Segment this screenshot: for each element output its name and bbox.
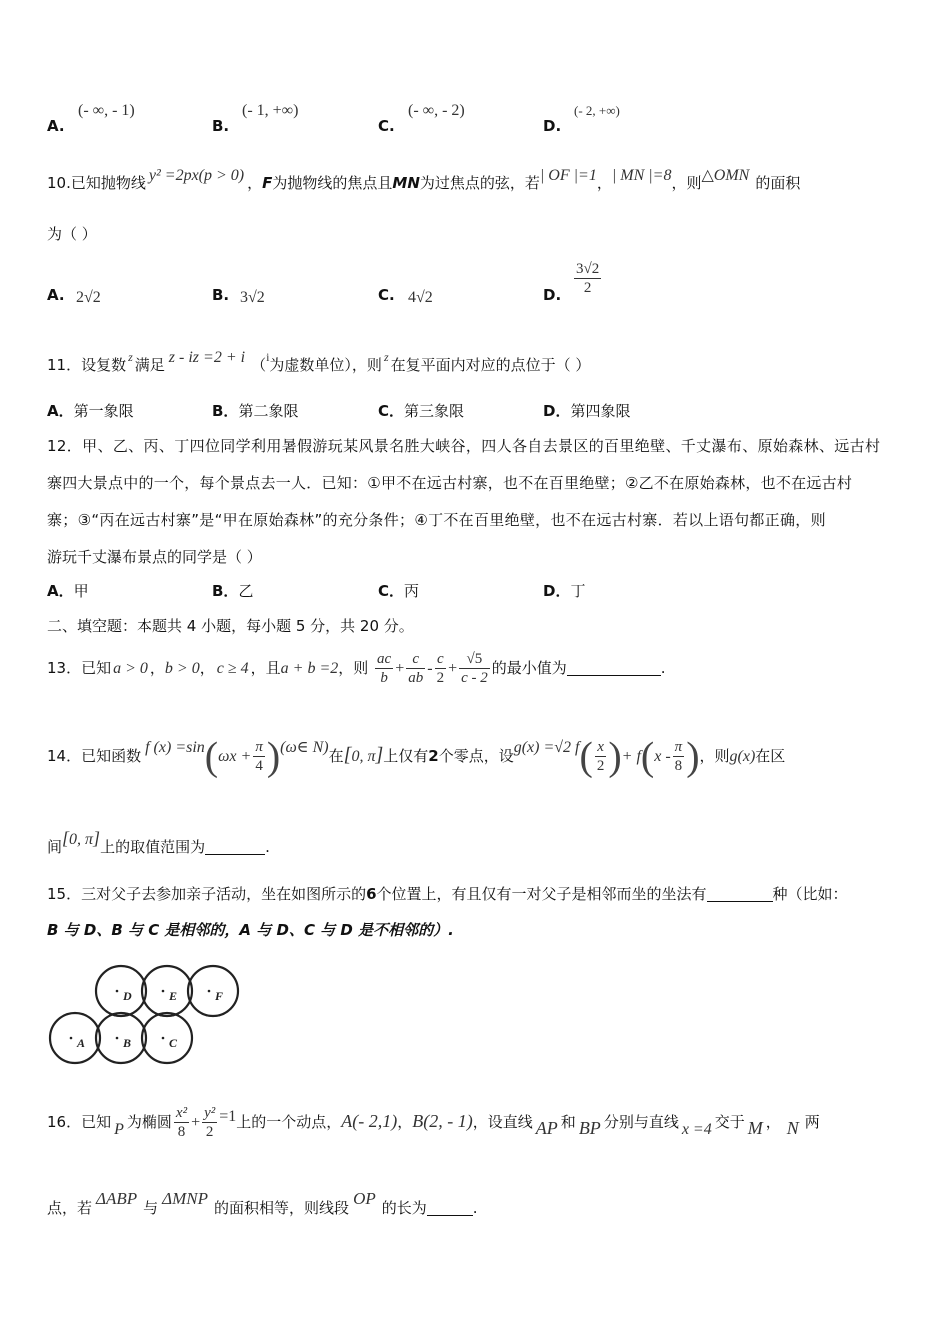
q10-cond-mn: | MN |=8	[611, 167, 672, 184]
seat-label-c: C	[169, 1036, 178, 1050]
q11-text: 满足	[134, 356, 165, 374]
seat-label-f: F	[215, 989, 224, 1003]
q13-answer-blank[interactable]	[567, 661, 661, 676]
q16-text: 点，若	[47, 1199, 93, 1217]
q16-ellipse-x-numerator: x²	[175, 1105, 188, 1121]
q13-text: ，则	[338, 659, 369, 677]
q14-gx: g(x)	[729, 748, 756, 765]
q14-text: .	[265, 838, 270, 856]
q10-var-mn: MN	[392, 174, 420, 192]
q10-text: ，	[596, 174, 612, 192]
q11-number: 11．	[47, 356, 82, 374]
seat-circle-d	[96, 966, 146, 1016]
q14-arg: ωx +	[218, 748, 252, 765]
q15-stem-line2: B 与 D、B 与 C 是相邻的，A 与 D、C 与 D 是不相邻的）.	[47, 921, 454, 939]
q13-text: ，	[199, 659, 215, 677]
q14-count: 2	[428, 747, 439, 765]
q10-option-d-denominator: 2	[583, 280, 592, 296]
q9-option-a-value: (- ∞, - 1)	[78, 102, 135, 119]
q10-option-c-label: C.	[378, 286, 395, 304]
seat-circle-b	[96, 1013, 146, 1063]
q14-text: 个零点，设	[438, 747, 514, 765]
q15-answer-blank[interactable]	[707, 887, 773, 902]
q16-text: 两	[804, 1113, 820, 1131]
q16-text: 为椭圆	[126, 1113, 172, 1131]
q13-text: 的最小值为	[491, 659, 567, 677]
q12-stem-line1: 12．甲、乙、丙、丁四位同学利用暑假游玩某风景名胜大峡谷，四人各自去景区的百里绝壁、千丈瀑布、原始森林、远古村	[47, 437, 881, 455]
q12-option-b-value: 乙	[238, 582, 254, 600]
q16-point-b: B(2, - 1)	[412, 1111, 473, 1131]
q15-text: 个位置上，有且仅有一对父子是相邻而坐的坐法有	[376, 885, 707, 903]
q16-point-a: A(- 2,1)	[341, 1111, 398, 1131]
q14-text: 在	[328, 747, 344, 765]
q14-text: ，则	[699, 747, 730, 765]
q10-option-b-label: B.	[212, 286, 230, 304]
q13-stem	[47, 648, 666, 688]
q13-operator: +	[448, 660, 458, 677]
q9-option-a-label: A.	[47, 117, 65, 135]
q10-text: 的面积	[755, 174, 801, 192]
q16-text: .	[472, 1199, 478, 1217]
q11-option-b-label: B．	[212, 402, 239, 420]
q13-frac2-numerator: c	[406, 650, 425, 669]
q14-x-denominator: 2	[596, 758, 605, 774]
q14-pi-denominator: 4	[255, 758, 263, 774]
q14-text: 已知函数	[81, 747, 142, 765]
q13-operator: +	[395, 660, 405, 677]
q14-text: 间	[47, 838, 63, 856]
q11-var-i: i	[266, 350, 270, 364]
q11-option-a-value: 第一象限	[73, 402, 134, 420]
q9-option-c-value: (- ∞, - 2)	[408, 102, 465, 119]
q12-stem-line4: 游玩千丈瀑布景点的同学是（ ）	[47, 548, 262, 566]
q14-x-numerator: x	[595, 738, 607, 757]
q16-ellipse-y-denominator: 2	[205, 1124, 214, 1140]
q10-text: 为抛物线的焦点且	[272, 174, 393, 192]
seat-circle-a	[50, 1013, 100, 1063]
q11-stem	[47, 349, 591, 376]
q10-text: ，	[247, 174, 263, 192]
q16-line-ap: AP	[535, 1118, 558, 1138]
q16-text: 和	[560, 1113, 576, 1131]
q14-domain: (ω∈ N)	[280, 739, 329, 756]
q16-text: 交于	[714, 1113, 745, 1131]
q14-text: 上仅有	[383, 747, 429, 765]
q13-frac4-denominator: c - 2	[461, 670, 488, 686]
q13-frac1-denominator: b	[380, 670, 388, 686]
q16-answer-blank[interactable]	[427, 1201, 473, 1216]
q14-pi-numerator: π	[255, 739, 263, 755]
q10-option-a-label: A.	[47, 286, 65, 304]
q15-stem	[47, 884, 848, 904]
q13-frac4-numerator: √5	[459, 650, 490, 669]
seat-label-e: E	[169, 989, 178, 1003]
q10-option-d-label: D.	[543, 286, 562, 304]
seating-diagram	[46, 962, 242, 1066]
q11-option-d-value: 第四象限	[570, 402, 631, 420]
q11-option-c	[378, 401, 464, 421]
q13-frac3-denominator: 2	[436, 670, 445, 686]
q14-operator: + f	[621, 748, 641, 765]
q11-var-z: z	[383, 350, 389, 364]
q10-option-d-value	[572, 260, 603, 297]
q12-option-a-value: 甲	[73, 582, 89, 600]
q11-option-d	[543, 401, 630, 421]
q12-stem-line2: 寨四大景点中的一个，每个景点去一人．已知：①甲不在远古村寨，也不在百里绝壁；②乙不在原始森林，也不在远古村	[47, 474, 853, 492]
q11-option-d-label: D．	[543, 402, 571, 420]
q16-line-x4: x =4	[681, 1121, 712, 1138]
q10-equation: y² =2px(p > 0)	[148, 167, 245, 184]
q16-text: 上的一个动点，	[236, 1113, 342, 1131]
q11-option-a-label: A．	[47, 402, 74, 420]
q11-option-c-value: 第三象限	[404, 402, 465, 420]
q11-text: （	[251, 356, 267, 374]
q13-frac2-denominator: ab	[408, 670, 424, 686]
q16-line-bp: BP	[578, 1118, 601, 1138]
q16-var-p: P	[114, 1121, 124, 1138]
q10-text: ，则	[671, 174, 702, 192]
q12-option-d-value: 丁	[570, 582, 586, 600]
q16-text: ，设直线	[472, 1113, 533, 1131]
q9-option-b-label: B.	[212, 117, 230, 135]
q10-option-a-value: 2√2	[76, 289, 101, 306]
q9-option-d-value: (- 2, +∞)	[574, 103, 620, 118]
q12-option-c-label: C．	[378, 582, 405, 600]
q16-text: 已知	[81, 1113, 112, 1131]
q9-option-b-value: (- 1, +∞)	[242, 102, 299, 119]
q16-text: ，	[397, 1113, 413, 1131]
q14-text: 在区	[755, 747, 786, 765]
q10-triangle: △OMN	[701, 167, 750, 184]
q10-cond-of: | OF |=1	[539, 167, 597, 184]
seat-circle-e	[142, 966, 192, 1016]
q16-stem-line2	[47, 1189, 478, 1218]
q13-text: ，	[149, 659, 165, 677]
q12-option-d	[543, 581, 585, 601]
q14-interval: 0, π	[351, 748, 376, 765]
seat-circle-c	[142, 1013, 192, 1063]
q13-frac1-numerator: ac	[377, 651, 392, 667]
q11-option-a	[47, 401, 134, 421]
q11-equation: z - iz =2 + i	[168, 349, 246, 366]
q16-text: 的面积相等，则线段	[214, 1199, 350, 1217]
q10-option-d-numerator: 3√2	[576, 261, 600, 277]
q14-number: 14．	[47, 747, 82, 765]
q15-text: 种（比如：	[772, 885, 848, 903]
q16-number: 16．	[47, 1113, 82, 1131]
seat-label-b: B	[123, 1036, 132, 1050]
q11-var-z: z	[128, 350, 133, 364]
q14-function-g: g(x) =√2 f	[513, 739, 580, 756]
q12-option-a	[47, 581, 89, 601]
q13-cond-b: b > 0	[164, 660, 200, 677]
q14-pi8-numerator: π	[674, 739, 683, 755]
q11-text: 设复数	[81, 356, 127, 374]
q10-option-b-value: 3√2	[240, 289, 265, 306]
q9-option-d-label: D.	[543, 117, 562, 135]
q16-ellipse-x-denominator: 8	[177, 1124, 186, 1140]
q12-option-d-label: D．	[543, 582, 571, 600]
q14-stem-line2: 间[0, π]上的取值范围为 .	[47, 828, 270, 856]
q16-text: 分别与直线	[603, 1113, 679, 1131]
q12-option-b	[212, 581, 253, 601]
q16-triangle-abp: ΔABP	[96, 1189, 138, 1208]
q10-var-f: F	[262, 174, 273, 192]
q10-text: 为过焦点的弦，若	[419, 174, 540, 192]
q13-text: .	[660, 659, 666, 677]
q13-cond-sum: a + b =2	[280, 660, 339, 677]
q12-option-a-label: A．	[47, 582, 74, 600]
seat-circle-f	[188, 966, 238, 1016]
q10-text: 已知抛物线	[70, 174, 146, 192]
q15-count: 6	[366, 885, 377, 903]
q16-text: 的长为	[381, 1199, 427, 1217]
q16-triangle-mnp: ΔMNP	[162, 1189, 209, 1208]
q12-stem-line3: 寨；③“丙在远古村寨”是“甲在原始森林”的充分条件；④丁不在百里绝壁，也不在远古村寨．若以上语句都正确，则	[47, 511, 826, 529]
q14-text: 上的取值范围为	[100, 838, 206, 856]
q13-cond-a: a > 0	[113, 660, 148, 677]
q11-option-b	[212, 401, 298, 421]
q12-option-c	[378, 581, 419, 601]
q10-option-c-value: 4√2	[408, 289, 433, 306]
q13-frac3-numerator: c	[435, 650, 447, 669]
q10-number: 10.	[47, 174, 71, 192]
q10-stem-line2: 为（ ）	[47, 225, 97, 243]
section-heading-fill-in: 二、填空题：本题共 4 小题，每小题 5 分，共 20 分。	[47, 617, 414, 635]
q12-option-b-label: B．	[212, 582, 239, 600]
q14-arg: x -	[654, 748, 671, 765]
q13-cond-c: c ≥ 4	[216, 660, 249, 677]
q9-option-c-label: C.	[378, 117, 395, 135]
q16-segment-op: OP	[353, 1189, 376, 1208]
q13-operator: -	[427, 660, 433, 677]
q16-text: 与	[143, 1199, 159, 1217]
q11-text: 为虚数单位），则	[269, 356, 382, 374]
q11-option-b-value: 第二象限	[238, 402, 299, 420]
seat-label-d: D	[123, 989, 132, 1003]
q14-interval: 0, π	[69, 831, 94, 848]
q13-text: 已知	[81, 659, 112, 677]
q11-text: 在复平面内对应的点位于（ ）	[390, 356, 591, 374]
q16-stem	[47, 1090, 820, 1152]
q10-stem	[47, 167, 801, 194]
q14-function-f: f (x) =sin	[145, 739, 205, 756]
q16-equals: =1	[219, 1108, 237, 1125]
q13-number: 13．	[47, 659, 82, 677]
q12-option-c-value: 丙	[404, 582, 420, 600]
seat-label-a: A	[77, 1036, 86, 1050]
q15-text: 15．三对父子去参加亲子活动，坐在如图所示的	[47, 885, 367, 903]
q16-ellipse-y-numerator: y²	[204, 1105, 216, 1121]
q16-point-n: N	[786, 1118, 799, 1138]
q16-text: ，	[765, 1113, 781, 1131]
q13-text: ，且	[250, 659, 281, 677]
q14-pi8-denominator: 8	[674, 758, 683, 774]
q14-stem: 14．已知函数 f (x) =sin(ωx + $\frac{\pi}{4}$ )(ω∈ N)在[0, π]上仅有2个零点，设g(x) =√2 f( $\frac{x}{2}$ )+ f(x - $\frac{\pi}{8}$ )，则g(x)在区	[47, 733, 786, 779]
q11-option-c-label: C．	[378, 402, 405, 420]
q14-answer-blank[interactable]	[205, 840, 265, 855]
q16-point-m: M	[747, 1118, 763, 1138]
q16-operator: +	[191, 1114, 201, 1131]
